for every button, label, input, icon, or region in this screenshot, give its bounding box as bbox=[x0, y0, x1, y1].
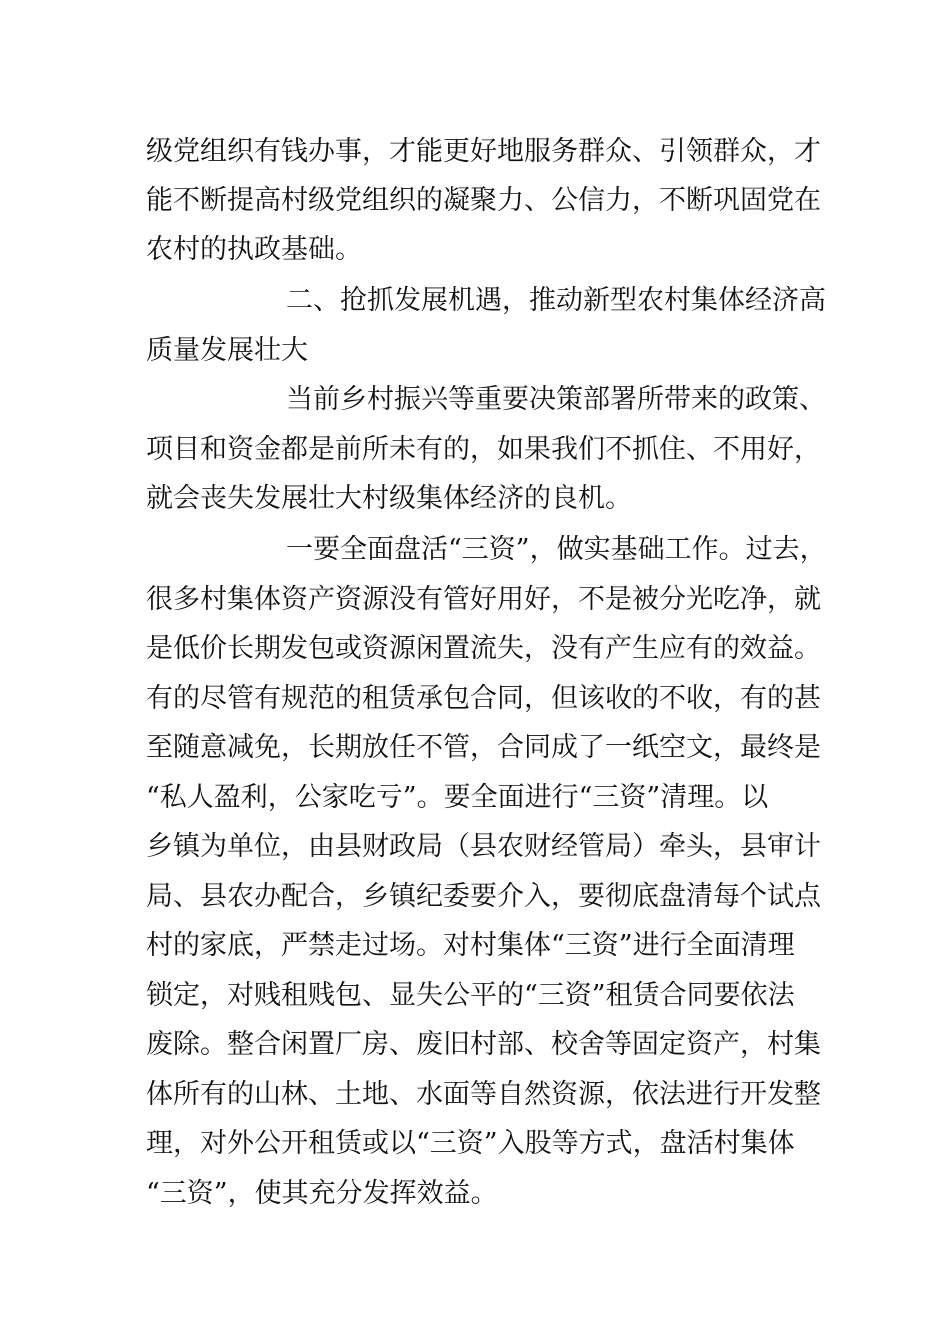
text-line: 当前乡村振兴等重要决策部署所带来的政策、 bbox=[286, 384, 826, 415]
text-line: 有的尽管有规范的租赁承包合同，但该收的不收，有的甚 bbox=[146, 683, 821, 714]
text-line: 锁定，对贱租贱包、显失公平的“三资”租赁合同要依法 bbox=[146, 980, 795, 1011]
text-line: 级党组织有钱办事，才能更好地服务群众、引领群众，才 bbox=[146, 136, 821, 167]
text-line: 农村的执政基础。 bbox=[146, 234, 362, 265]
text-line: 村的家底，严禁走过场。对村集体“三资”进行全面清理 bbox=[146, 930, 795, 961]
text-line: 就会丧失发展壮大村级集体经济的良机。 bbox=[146, 483, 632, 514]
text-line: 一要全面盘活“三资”，做实基础工作。过去， bbox=[286, 534, 827, 565]
text-line: 局、县农办配合，乡镇纪委要介入，要彻底盘清每个试点 bbox=[146, 881, 821, 912]
section-heading-line: 二、抢抓发展机遇，推动新型农村集体经济高 bbox=[286, 285, 826, 316]
text-line: 能不断提高村级党组织的凝聚力、公信力，不断巩固党在 bbox=[146, 185, 821, 216]
text-line: 项目和资金都是前所未有的，如果我们不抓住、不用好， bbox=[146, 434, 821, 465]
text-line: 很多村集体资产资源没有管好用好，不是被分光吃净，就 bbox=[146, 584, 821, 615]
text-line: “三资”，使其充分发挥效益。 bbox=[146, 1178, 498, 1209]
section-heading-line: 质量发展壮大 bbox=[146, 335, 308, 366]
text-line: 乡镇为单位，由县财政局（县农财经管局）牵头，县审计 bbox=[146, 831, 821, 862]
text-line: “私人盈利，公家吃亏”。要全面进行“三资”清理。以 bbox=[146, 782, 769, 813]
text-line: 是低价长期发包或资源闲置流失，没有产生应有的效益。 bbox=[146, 633, 821, 664]
text-line: 至随意减免，长期放任不管，合同成了一纸空文，最终是 bbox=[146, 732, 821, 763]
text-line: 废除。整合闲置厂房、废旧村部、校舍等固定资产，村集 bbox=[146, 1029, 821, 1060]
text-line: 体所有的山林、土地、水面等自然资源，依法进行开发整 bbox=[146, 1079, 821, 1110]
text-line: 理，对外公开租赁或以“三资”入股等方式，盘活村集体 bbox=[146, 1128, 795, 1159]
